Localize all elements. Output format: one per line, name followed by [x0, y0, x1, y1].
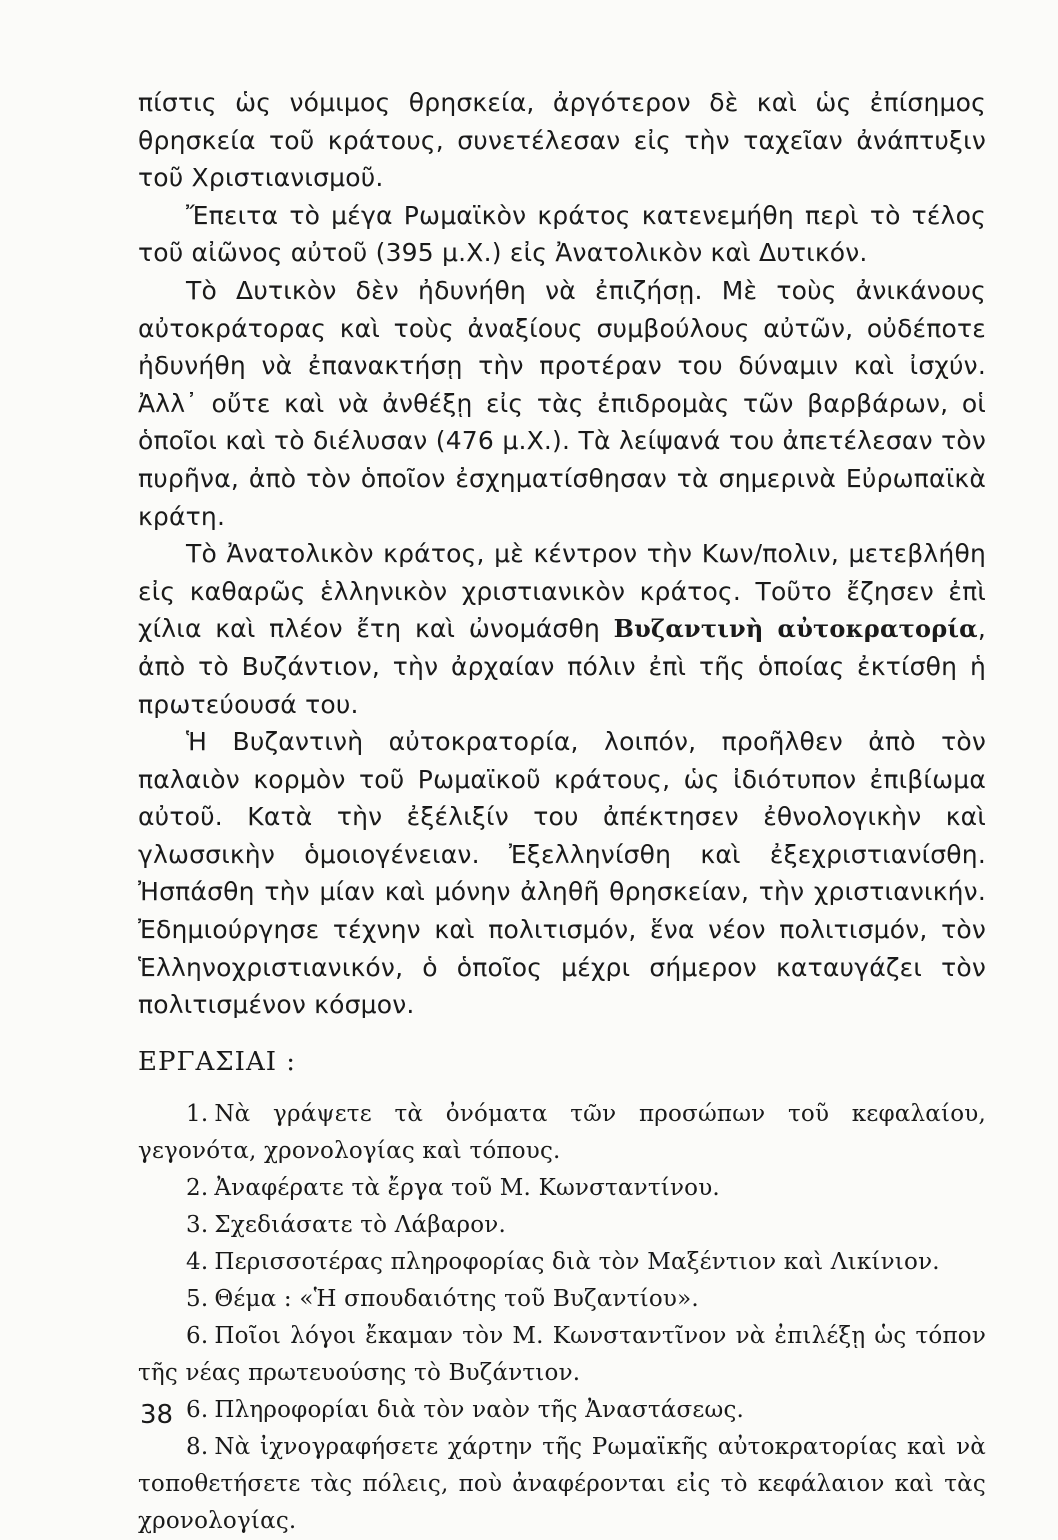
exercise-text: Νὰ γράψετε τὰ ὀνόματα τῶν προσώπων τοῦ κεφαλαίου, γεγονότα, χρονολογίας καὶ τόπους. [138, 1100, 986, 1164]
exercise-item [138, 1096, 986, 1170]
exercise-number: 2. [186, 1174, 209, 1201]
exercise-number: 6. [186, 1322, 209, 1349]
exercise-text: Νὰ ἰχνογραφήσετε χάρτην τῆς Ρωμαϊκῆς αὐτοκρατορίας καὶ νὰ τοποθετήσετε τὰς πόλεις, ποὺ ἀναφέρονται εἰς τὸ κεφάλαιον καὶ τὰς χρονολογίας. [138, 1433, 986, 1534]
byzantine-empire-term: Βυζαντινὴ αὐτοκρατορία [613, 614, 978, 644]
exercise-item [138, 1392, 986, 1429]
paragraph-empire-division: Ἔπειτα τὸ μέγα Ρωμαϊκὸν κράτος κατενεμήθη περὶ τὸ τέλος τοῦ αἰῶνος αὐτοῦ (395 μ.Χ.) εἰς Ἀνατολικὸν καὶ Δυτικόν. [138, 200, 986, 268]
eastern-text-after: , ἀπὸ τὸ Βυζάντιον, τὴν ἀρχαίαν πόλιν ἐπὶ τῆς ὁποίας ἐκτίσθη ἡ πρωτεύουσά του. [138, 614, 986, 719]
exercise-text: Ἀναφέρατε τὰ ἔργα τοῦ Μ. Κωνσταντίνου. [214, 1174, 720, 1201]
exercise-text: Περισσοτέρας πληροφορίας διὰ τὸν Μαξέντιον καὶ Λικίνιον. [214, 1248, 940, 1275]
exercise-number: 6. [186, 1396, 209, 1423]
page-body [138, 84, 986, 1540]
exercise-item [138, 1244, 986, 1281]
paragraph-byzantine-summary: Ἡ Βυζαντινὴ αὐτοκρατορία, λοιπόν, προῆλθεν ἀπὸ τὸν παλαιὸν κορμὸν τοῦ Ρωμαϊκοῦ κράτους, ὡς ἰδιότυπον ἐπιβίωμα αὐτοῦ. Κατὰ τὴν ἐξέλιξίν του ἀπέκτησεν ἐθνολογικὴν καὶ γλωσσικὴν ὁμοιογένειαν. Ἐξελληνίσθη καὶ ἐξεχριστιανίσθη. Ἠσπάσθη τὴν μίαν καὶ μόνην ἀληθῆ θρησκείαν, τὴν χριστιανικήν. Ἐδημιούργησε τέχνην καὶ πολιτισμόν, ἕνα νέον πολιτισμόν, τὸν Ἑλληνοχριστιανικόν, ὁ ὁποῖος μέχρι σήμερον καταυγάζει τὸν πολιτισμένον κόσμον. [138, 727, 986, 1020]
exercises-list [138, 1096, 986, 1540]
eastern-text-before: Τὸ Ἀνατολικὸν κράτος, μὲ κέντρον τὴν Κων/πολιν, μετεβλήθη εἰς καθαρῶς ἑλληνικὸν χριστιανικὸν κράτος. Τοῦτο ἔζησεν ἐπὶ χίλια καὶ πλέον ἔτη καὶ ὠνομάσθη [138, 539, 986, 644]
exercise-number: 1. [186, 1100, 209, 1127]
exercise-number: 5. [186, 1285, 209, 1312]
exercise-text: Θέμα : «Ἡ σπουδαιότης τοῦ Βυζαντίου». [214, 1285, 699, 1312]
exercise-item [138, 1281, 986, 1318]
exercise-number: 3. [186, 1211, 209, 1238]
exercise-number: 8. [186, 1433, 209, 1460]
exercise-item [138, 1207, 986, 1244]
exercise-number: 4. [186, 1248, 209, 1275]
exercise-item [138, 1318, 986, 1392]
paragraph-christianity-spread: πίστις ὡς νόμιμος θρησκεία, ἀργότερον δὲ καὶ ὡς ἐπίσημος θρησκεία τοῦ κράτους, συνετέλεσαν εἰς τὴν ταχεῖαν ἀνάπτυξιν τοῦ Χριστιανισμοῦ. [138, 88, 986, 193]
exercise-item [138, 1429, 986, 1540]
exercises-heading: ΕΡΓΑΣΙΑΙ : [138, 1046, 297, 1077]
paragraph-western-empire: Τὸ Δυτικὸν δὲν ἠδυνήθη νὰ ἐπιζήσῃ. Μὲ τοὺς ἀνικάνους αὐτοκράτορας καὶ τοὺς ἀναξίους συμβούλους αὐτῶν, οὐδέποτε ἠδυνήθη νὰ ἐπανακτήσῃ τὴν προτέραν του δύναμιν καὶ ἰσχύν. Ἀλλ᾽ οὔτε καὶ νὰ ἀνθέξῃ εἰς τὰς ἐπιδρομὰς τῶν βαρβάρων, οἱ ὁποῖοι καὶ τὸ διέλυσαν (476 μ.Χ.). Τὰ λείψανά του ἀπετέλεσαν τὸν πυρῆνα, ἀπὸ τὸν ὁποῖον ἐσχηματίσθησαν τὰ σημερινὰ Εὐρωπαϊκὰ κράτη. [138, 275, 986, 531]
exercise-item [138, 1170, 986, 1207]
exercise-text: Ποῖοι λόγοι ἔκαμαν τὸν Μ. Κωνσταντῖνον νὰ ἐπιλέξῃ ὡς τόπον τῆς νέας πρωτευούσης τὸ Βυζάντιον. [138, 1322, 986, 1386]
exercise-text: Πληροφορίαι διὰ τὸν ναὸν τῆς Ἀναστάσεως. [214, 1396, 745, 1423]
page-number: 38 [140, 1400, 174, 1430]
paragraph-eastern-empire [138, 535, 986, 723]
exercise-text: Σχεδιάσατε τὸ Λάβαρον. [214, 1211, 506, 1238]
